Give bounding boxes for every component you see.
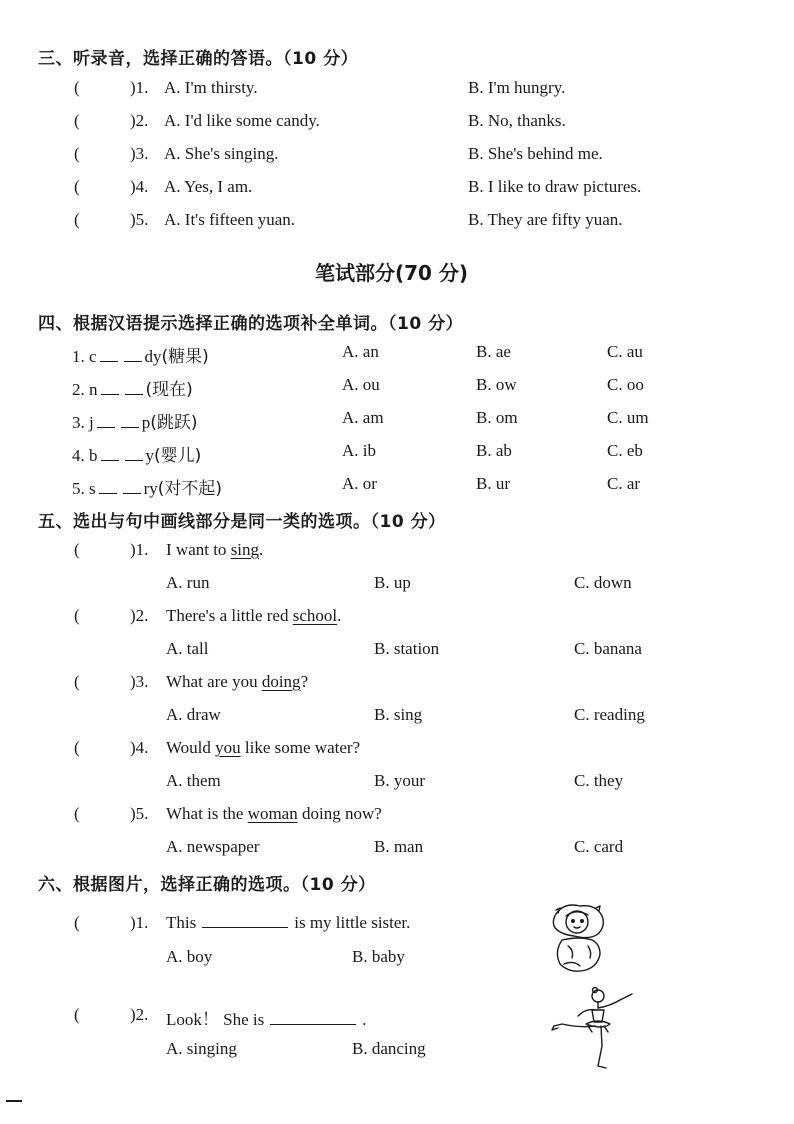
item-number: 2. [72,380,85,399]
sentence-text: What is the [166,804,248,823]
option-a: A. them [166,771,221,790]
item-number: 3. [72,413,85,432]
letter-blank[interactable] [101,382,119,395]
option-a: A. Yes, I am. [164,177,253,196]
option-a: A. singing [166,1039,237,1058]
word-end: dy [144,347,162,366]
option-b: B. your [374,771,425,790]
chinese-hint: (糖果) [161,347,209,367]
word-item [72,474,222,499]
answer-paren[interactable]: ( [74,210,80,229]
sentence-text: . [259,540,264,559]
item-number: 1. [72,347,85,366]
answer-paren[interactable]: ( [74,111,80,130]
option-a: A. newspaper [166,837,260,856]
question-sentence [166,606,341,626]
answer-paren[interactable]: ( [74,144,80,163]
option-b: B. ab [476,441,512,460]
answer-paren[interactable]: ( [74,672,80,691]
letter-blank[interactable] [100,349,118,362]
written-part-title: 笔试部分(70 分) [315,261,469,285]
word-start: n [89,380,98,399]
question-sentence [166,913,410,933]
chinese-hint: (现在) [145,380,193,400]
option-a: A. am [342,408,384,427]
answer-paren[interactable]: ( [74,540,80,559]
answer-paren[interactable]: ( [74,804,80,823]
question-sentence [166,804,382,824]
option-c: C. um [607,408,649,427]
option-a: A. I'm thirsty. [164,78,258,97]
word-end: y [145,446,154,465]
option-c: C. au [607,342,643,361]
question-number: )1. [130,913,149,932]
option-c: C. reading [574,705,645,724]
sentence-text: doing now? [297,804,382,823]
section-3-heading: 三、听录音，选择正确的答语。（10 分） [38,49,359,69]
option-a: A. or [342,474,377,493]
letter-blank[interactable] [125,448,143,461]
option-b: B. I like to draw pictures. [468,177,642,196]
sentence-text: is my little sister. [294,913,411,932]
answer-blank[interactable] [202,913,288,928]
option-a: A. It's fifteen yuan. [164,210,295,229]
option-b: B. dancing [352,1039,426,1058]
chinese-hint: (跳跃) [150,413,198,433]
question-number: )5. [130,804,149,823]
word-item [72,375,193,400]
item-number: 4. [72,446,85,465]
option-c: C. card [574,837,624,856]
option-c: C. oo [607,375,644,394]
sentence-text: What are you [166,672,262,691]
section-5-heading: 五、选出与句中画线部分是同一类的选项。（10 分） [38,512,446,532]
sentence-text: I want to [166,540,231,559]
sentence-text: ? [300,672,309,691]
item-number: 5. [72,479,85,498]
option-a: A. ib [342,441,376,460]
option-b: B. man [374,837,424,856]
chinese-hint: (对不起) [157,479,223,499]
sentence-text: Look！ She is [166,1010,265,1029]
option-b: B. They are fifty yuan. [468,210,623,229]
word-start: s [89,479,96,498]
option-b: B. sing [374,705,423,724]
underlined-word: you [215,738,241,757]
question-sentence [166,540,263,560]
word-item [72,342,209,367]
answer-paren[interactable]: ( [74,738,80,757]
option-a: A. boy [166,947,213,966]
dancing-girl-illustration [548,986,640,1076]
option-b: B. ow [476,375,517,394]
question-sentence [166,672,308,692]
question-number: )4. [130,738,149,757]
option-b: B. She's behind me. [468,144,603,163]
word-item [72,408,198,433]
word-end: p [141,413,151,432]
answer-paren[interactable]: ( [74,177,80,196]
letter-blank[interactable] [99,481,117,494]
option-a: A. draw [166,705,221,724]
baby-illustration [546,900,608,978]
option-c: C. down [574,573,632,592]
question-sentence [166,1005,366,1030]
word-start: b [89,446,98,465]
option-b: B. baby [352,947,405,966]
sentence-text: This [166,913,197,932]
option-c: C. ar [607,474,641,493]
question-number: )1. [130,78,149,97]
letter-blank[interactable] [125,382,143,395]
answer-blank[interactable] [270,1010,356,1025]
option-b: B. up [374,573,411,592]
option-c: C. banana [574,639,642,658]
sentence-text: . [337,606,342,625]
option-a: A. tall [166,639,209,658]
option-a: A. She's singing. [164,144,279,163]
question-number: )5. [130,210,149,229]
question-number: )3. [130,144,149,163]
word-start: j [89,413,94,432]
word-item [72,441,201,466]
answer-paren[interactable]: ( [74,606,80,625]
underlined-word: sing [230,540,260,559]
question-number: )4. [130,177,149,196]
option-a: A. I'd like some candy. [164,111,320,130]
underlined-word: woman [247,804,298,823]
option-b: B. ae [476,342,511,361]
page-edge-mark [6,1100,22,1102]
option-c: C. they [574,771,624,790]
letter-blank[interactable] [101,448,119,461]
section-4-heading: 四、根据汉语提示选择正确的选项补全单词。（10 分） [38,314,464,334]
question-number: )3. [130,672,149,691]
question-number: )1. [130,540,149,559]
option-b: B. No, thanks. [468,111,566,130]
option-b: B. om [476,408,518,427]
option-b: B. I'm hungry. [468,78,566,97]
option-b: B. ur [476,474,510,493]
answer-paren[interactable]: ( [74,913,80,932]
letter-blank[interactable] [97,415,115,428]
word-start: c [89,347,97,366]
sentence-text: . [362,1010,367,1029]
option-c: C. eb [607,441,643,460]
chinese-hint: (婴儿) [154,446,202,466]
question-number: )2. [130,606,149,625]
letter-blank[interactable] [121,415,139,428]
letter-blank[interactable] [124,349,142,362]
letter-blank[interactable] [123,481,141,494]
underlined-word: school [292,606,338,625]
question-number: )2. [130,111,149,130]
word-end: ry [143,479,158,498]
question-sentence [166,738,360,758]
sentence-text: like some water? [240,738,361,757]
answer-paren[interactable]: ( [74,78,80,97]
section-6-heading: 六、根据图片，选择正确的选项。（10 分） [38,875,376,895]
sentence-text: There's a little red [166,606,293,625]
question-number: )2. [130,1005,149,1024]
option-b: B. station [374,639,440,658]
option-a: A. ou [342,375,380,394]
underlined-word: doing [261,672,301,691]
option-a: A. run [166,573,210,592]
sentence-text: Would [166,738,216,757]
answer-paren[interactable]: ( [74,1005,80,1024]
option-a: A. an [342,342,379,361]
